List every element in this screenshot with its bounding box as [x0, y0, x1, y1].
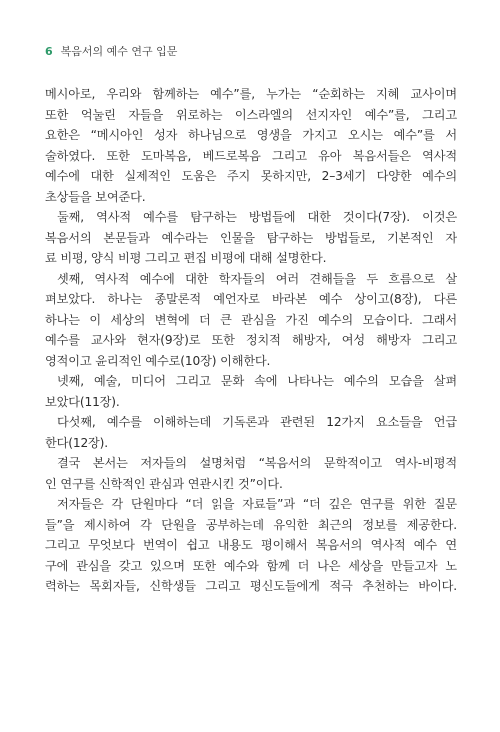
text-line: 력하는 목회자들, 신학생들 그리고 평신도들에게 적극 추천하는 바이다. [45, 579, 457, 593]
text-line: 예수를 교사와 현자(9장)로 또한 정치적 해방자, 여성 해방자 그리고 [45, 333, 457, 347]
paragraph-first-line: 저자들은 각 단원마다 “더 읽을 자료들”과 “더 깊은 연구를 위한 질문 [57, 497, 457, 511]
text-line: 펴보았다. 하나는 종말론적 예언자로 바라본 예수 상이고(8장), 다른 [45, 292, 457, 306]
text-line: 한다(12장). [45, 435, 109, 450]
paragraph-first-line: 넷째, 예술, 미디어 그리고 문화 속에 나타나는 예수의 모습을 살펴 [57, 374, 457, 388]
running-head [45, 45, 177, 59]
text-line: 영적이고 윤리적인 예수로(10장) 이해한다. [45, 353, 271, 368]
text-line: 복음서의 본문들과 예수라는 인물을 탐구하는 방법들로, 기본적인 자 [45, 230, 457, 245]
text-line: 인 연구를 신학적인 관심과 연관시킨 것”이다. [45, 476, 283, 491]
body-text [45, 84, 457, 597]
text-line: 메시아로, 우리와 함께하는 예수”를, 누가는 “순회하는 지혜 교사이며 [45, 87, 457, 101]
paragraph-first-line: 셋째, 역사적 예수에 대한 학자들의 여러 견해들을 두 흐름으로 살 [57, 271, 457, 286]
paragraph-first-line: 둘째, 역사적 예수를 탐구하는 방법들에 대한 것이다(7장). 이것은 [57, 210, 457, 224]
text-line: 하나는 이 세상의 변혁에 더 큰 관심을 가진 예수의 모습이다. 그래서 [45, 312, 457, 327]
text-line: 초상들을 보여준다. [45, 189, 146, 204]
page-number: 6 [45, 45, 53, 58]
text-line: 구에 관심을 갖고 있으며 또한 예수와 함께 더 나은 세상을 만들고자 노 [45, 558, 457, 573]
text-line: 료 비평, 양식 비평 그리고 편집 비평에 대해 설명한다. [45, 251, 327, 265]
text-line: 요한은 “메시아인 성자 하나님으로 영생을 가지고 오시는 예수”를 서 [45, 128, 457, 142]
text-line: 들”을 제시하여 각 단원을 공부하는데 유익한 최근의 정보를 제공한다. [45, 517, 457, 532]
text-line: 술하였다. 또한 도마복음, 베드로복음 그리고 유아 복음서들은 역사적 [45, 148, 457, 163]
paragraph-first-line: 결국 본서는 저자들의 설명처럼 “복음서의 문학적이고 역사-비평적 [57, 456, 457, 470]
text-line: 또한 억눌린 자들을 위로하는 이스라엘의 선지자인 예수”를, 그리고 [45, 107, 457, 122]
text-line: 예수에 대한 실제적인 도움은 주지 못하지만, 2–3세기 다양한 예수의 [45, 169, 457, 183]
paragraph-first-line: 다섯째, 예수를 이해하는데 기독론과 관련된 12가지 요소들을 언급 [57, 415, 457, 429]
running-title: 복음서의 예수 연구 입문 [60, 45, 178, 58]
text-line: 보았다(11장). [45, 394, 120, 409]
text-line: 그리고 무엇보다 번역이 쉽고 내용도 평이해서 복음서의 역사적 예수 연 [45, 538, 457, 552]
